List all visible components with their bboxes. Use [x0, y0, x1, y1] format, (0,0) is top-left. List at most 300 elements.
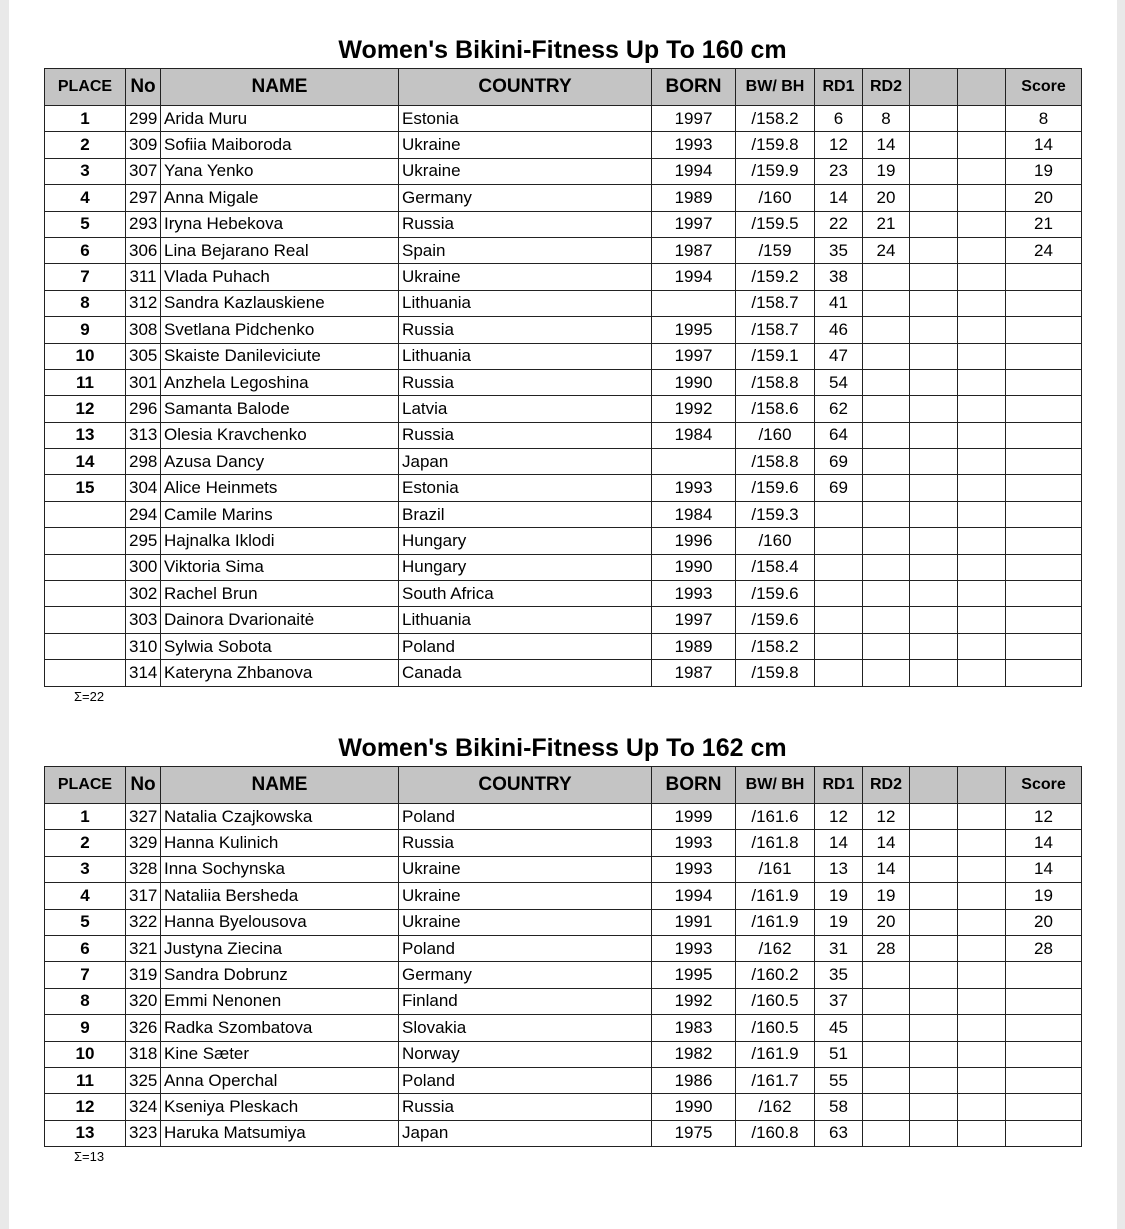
- place-cell: 13: [45, 1120, 126, 1146]
- blank-cell: [910, 106, 958, 132]
- rd1-cell: [815, 633, 863, 659]
- place-cell: 7: [45, 962, 126, 988]
- col-header-rd2: RD2: [863, 69, 910, 106]
- score-cell: 19: [1006, 883, 1082, 909]
- name-cell: Vlada Puhach: [161, 264, 399, 290]
- score-cell: 28: [1006, 935, 1082, 961]
- rd1-cell: 22: [815, 211, 863, 237]
- blank-cell: [910, 449, 958, 475]
- table-row: [45, 449, 1082, 475]
- country-cell: Russia: [399, 317, 652, 343]
- name-cell: Hajnalka Iklodi: [161, 528, 399, 554]
- blank-cell: [910, 396, 958, 422]
- col-header-rd2: RD2: [863, 767, 910, 804]
- rd2-cell: 8: [863, 106, 910, 132]
- name-cell: Sandra Kazlauskiene: [161, 290, 399, 316]
- born-cell: 1983: [652, 1015, 736, 1041]
- rd1-cell: [815, 501, 863, 527]
- table-row: [45, 1015, 1082, 1041]
- country-cell: Germany: [399, 962, 652, 988]
- rd1-cell: 69: [815, 475, 863, 501]
- bw-bh-cell: /161: [736, 856, 815, 882]
- place-cell: [45, 501, 126, 527]
- score-cell: [1006, 290, 1082, 316]
- name-cell: Anna Operchal: [161, 1067, 399, 1093]
- name-cell: Skaiste Danileviciute: [161, 343, 399, 369]
- table-row: [45, 1067, 1082, 1093]
- bw-bh-cell: /158.4: [736, 554, 815, 580]
- rd2-cell: [863, 343, 910, 369]
- blank-cell: [910, 909, 958, 935]
- place-cell: 6: [45, 237, 126, 263]
- rd2-cell: [863, 264, 910, 290]
- country-cell: Poland: [399, 633, 652, 659]
- score-cell: 20: [1006, 185, 1082, 211]
- competitor-count: Σ=22: [74, 688, 105, 704]
- blank-cell: [910, 185, 958, 211]
- rd2-cell: 14: [863, 830, 910, 856]
- born-cell: 1995: [652, 962, 736, 988]
- blank-cell: [910, 1120, 958, 1146]
- country-cell: Ukraine: [399, 132, 652, 158]
- rd1-cell: 14: [815, 185, 863, 211]
- place-cell: 10: [45, 1041, 126, 1067]
- table-row: [45, 211, 1082, 237]
- number-cell: 323: [126, 1120, 161, 1146]
- place-cell: 6: [45, 935, 126, 961]
- name-cell: Nataliia Bersheda: [161, 883, 399, 909]
- score-cell: [1006, 1094, 1082, 1120]
- blank-cell: [958, 988, 1006, 1014]
- number-cell: 312: [126, 290, 161, 316]
- table-row: [45, 856, 1082, 882]
- place-cell: 11: [45, 1067, 126, 1093]
- rd1-cell: 64: [815, 422, 863, 448]
- place-cell: [45, 581, 126, 607]
- bw-bh-cell: /159.1: [736, 343, 815, 369]
- name-cell: Olesia Kravchenko: [161, 422, 399, 448]
- place-cell: 9: [45, 1015, 126, 1041]
- place-cell: 2: [45, 132, 126, 158]
- rd2-cell: 19: [863, 883, 910, 909]
- bw-bh-cell: /160.8: [736, 1120, 815, 1146]
- rd2-cell: [863, 1041, 910, 1067]
- place-cell: 5: [45, 909, 126, 935]
- blank-cell: [958, 607, 1006, 633]
- bw-bh-cell: /160: [736, 528, 815, 554]
- country-cell: Finland: [399, 988, 652, 1014]
- country-cell: Ukraine: [399, 264, 652, 290]
- blank-cell: [910, 581, 958, 607]
- blank-cell: [958, 1041, 1006, 1067]
- name-cell: Viktoria Sima: [161, 554, 399, 580]
- bw-bh-cell: /159.8: [736, 660, 815, 686]
- blank-cell: [910, 554, 958, 580]
- born-cell: 1987: [652, 660, 736, 686]
- table-row: [45, 804, 1082, 830]
- score-cell: [1006, 264, 1082, 290]
- bw-bh-cell: /159.6: [736, 607, 815, 633]
- country-cell: Brazil: [399, 501, 652, 527]
- bw-bh-cell: /160.2: [736, 962, 815, 988]
- born-cell: 1997: [652, 106, 736, 132]
- blank-cell: [910, 804, 958, 830]
- name-cell: Kateryna Zhbanova: [161, 660, 399, 686]
- col-header-place: PLACE: [45, 767, 126, 804]
- score-cell: [1006, 369, 1082, 395]
- rd1-cell: 37: [815, 988, 863, 1014]
- table-row: [45, 1120, 1082, 1146]
- name-cell: Anzhela Legoshina: [161, 369, 399, 395]
- place-cell: [45, 528, 126, 554]
- blank-cell: [958, 449, 1006, 475]
- table-row: [45, 317, 1082, 343]
- blank-cell: [958, 396, 1006, 422]
- rd2-cell: [863, 1120, 910, 1146]
- blank-cell: [910, 1015, 958, 1041]
- table-row: [45, 830, 1082, 856]
- header-row: [45, 767, 1082, 804]
- score-cell: 14: [1006, 856, 1082, 882]
- score-cell: [1006, 528, 1082, 554]
- name-cell: Radka Szombatova: [161, 1015, 399, 1041]
- bw-bh-cell: /160.5: [736, 1015, 815, 1041]
- table-row: [45, 883, 1082, 909]
- col-header-place: PLACE: [45, 69, 126, 106]
- blank-cell: [910, 660, 958, 686]
- born-cell: 1993: [652, 475, 736, 501]
- rd1-cell: 47: [815, 343, 863, 369]
- bw-bh-cell: /162: [736, 1094, 815, 1120]
- place-cell: 8: [45, 290, 126, 316]
- bw-bh-cell: /158.8: [736, 449, 815, 475]
- name-cell: Haruka Matsumiya: [161, 1120, 399, 1146]
- col-header-rd1: RD1: [815, 767, 863, 804]
- country-cell: Japan: [399, 449, 652, 475]
- blank-cell: [958, 804, 1006, 830]
- table-row: [45, 185, 1082, 211]
- born-cell: 1993: [652, 132, 736, 158]
- bw-bh-cell: /161.9: [736, 883, 815, 909]
- rd2-cell: 21: [863, 211, 910, 237]
- table-row: [45, 369, 1082, 395]
- country-cell: Germany: [399, 185, 652, 211]
- country-cell: Russia: [399, 211, 652, 237]
- blank-cell: [958, 475, 1006, 501]
- place-cell: 12: [45, 1094, 126, 1120]
- country-cell: Hungary: [399, 554, 652, 580]
- name-cell: Rachel Brun: [161, 581, 399, 607]
- blank-cell: [910, 264, 958, 290]
- number-cell: 302: [126, 581, 161, 607]
- results-table: [44, 68, 1082, 687]
- table-body: [45, 106, 1082, 687]
- number-cell: 303: [126, 607, 161, 633]
- blank-cell: [958, 106, 1006, 132]
- born-cell: 1997: [652, 211, 736, 237]
- number-cell: 306: [126, 237, 161, 263]
- blank-cell: [910, 290, 958, 316]
- header-row: [45, 69, 1082, 106]
- rd1-cell: [815, 581, 863, 607]
- born-cell: 1994: [652, 158, 736, 184]
- rd2-cell: [863, 962, 910, 988]
- score-cell: [1006, 317, 1082, 343]
- section-title: Women's Bikini-Fitness Up To 162 cm: [338, 734, 787, 762]
- number-cell: 317: [126, 883, 161, 909]
- rd1-cell: 19: [815, 883, 863, 909]
- country-cell: Lithuania: [399, 607, 652, 633]
- born-cell: 1982: [652, 1041, 736, 1067]
- bw-bh-cell: /161.9: [736, 909, 815, 935]
- score-cell: [1006, 607, 1082, 633]
- born-cell: 1994: [652, 264, 736, 290]
- score-cell: 14: [1006, 132, 1082, 158]
- number-cell: 301: [126, 369, 161, 395]
- born-cell: 1993: [652, 935, 736, 961]
- table-row: [45, 1094, 1082, 1120]
- rd1-cell: [815, 554, 863, 580]
- born-cell: 1991: [652, 909, 736, 935]
- number-cell: 299: [126, 106, 161, 132]
- rd2-cell: [863, 988, 910, 1014]
- blank-cell: [958, 856, 1006, 882]
- born-cell: 1990: [652, 369, 736, 395]
- section-title: Women's Bikini-Fitness Up To 160 cm: [338, 36, 787, 64]
- country-cell: Latvia: [399, 396, 652, 422]
- table-row: [45, 607, 1082, 633]
- rd2-cell: [863, 581, 910, 607]
- name-cell: Hanna Byelousova: [161, 909, 399, 935]
- place-cell: 11: [45, 369, 126, 395]
- born-cell: 1989: [652, 185, 736, 211]
- number-cell: 324: [126, 1094, 161, 1120]
- born-cell: 1986: [652, 1067, 736, 1093]
- bw-bh-cell: /159.6: [736, 581, 815, 607]
- score-cell: [1006, 343, 1082, 369]
- col-header-no: No: [126, 69, 161, 106]
- number-cell: 314: [126, 660, 161, 686]
- bw-bh-cell: /162: [736, 935, 815, 961]
- blank-cell: [910, 988, 958, 1014]
- rd2-cell: 28: [863, 935, 910, 961]
- name-cell: Svetlana Pidchenko: [161, 317, 399, 343]
- rd1-cell: 13: [815, 856, 863, 882]
- blank-cell: [910, 317, 958, 343]
- blank-cell: [958, 211, 1006, 237]
- rd2-cell: 24: [863, 237, 910, 263]
- blank-cell: [910, 607, 958, 633]
- rd2-cell: [863, 1067, 910, 1093]
- table-row: [45, 909, 1082, 935]
- place-cell: 1: [45, 106, 126, 132]
- born-cell: 1999: [652, 804, 736, 830]
- country-cell: Hungary: [399, 528, 652, 554]
- blank-cell: [958, 290, 1006, 316]
- place-cell: 2: [45, 830, 126, 856]
- blank-cell: [958, 660, 1006, 686]
- number-cell: 307: [126, 158, 161, 184]
- country-cell: Russia: [399, 830, 652, 856]
- table-row: [45, 290, 1082, 316]
- born-cell: 1996: [652, 528, 736, 554]
- blank-cell: [910, 856, 958, 882]
- name-cell: Yana Yenko: [161, 158, 399, 184]
- rd1-cell: 45: [815, 1015, 863, 1041]
- number-cell: 308: [126, 317, 161, 343]
- table-row: [45, 935, 1082, 961]
- table-row: [45, 528, 1082, 554]
- rd1-cell: 35: [815, 237, 863, 263]
- name-cell: Justyna Ziecina: [161, 935, 399, 961]
- number-cell: 298: [126, 449, 161, 475]
- blank-cell: [958, 1120, 1006, 1146]
- rd1-cell: 38: [815, 264, 863, 290]
- table-row: [45, 264, 1082, 290]
- score-cell: [1006, 449, 1082, 475]
- born-cell: 1992: [652, 988, 736, 1014]
- bw-bh-cell: /159.5: [736, 211, 815, 237]
- rd1-cell: 58: [815, 1094, 863, 1120]
- rd2-cell: 14: [863, 132, 910, 158]
- table-row: [45, 633, 1082, 659]
- number-cell: 328: [126, 856, 161, 882]
- blank-cell: [958, 1067, 1006, 1093]
- score-cell: [1006, 475, 1082, 501]
- rd2-cell: 20: [863, 909, 910, 935]
- col-header-name: NAME: [161, 69, 399, 106]
- rd1-cell: 46: [815, 317, 863, 343]
- blank-cell: [958, 830, 1006, 856]
- born-cell: 1995: [652, 317, 736, 343]
- rd2-cell: [863, 501, 910, 527]
- table-row: [45, 343, 1082, 369]
- blank-cell: [958, 237, 1006, 263]
- blank-cell: [958, 132, 1006, 158]
- number-cell: 321: [126, 935, 161, 961]
- score-cell: 20: [1006, 909, 1082, 935]
- blank-cell: [910, 237, 958, 263]
- table-row: [45, 396, 1082, 422]
- col-header-country: COUNTRY: [399, 69, 652, 106]
- born-cell: 1987: [652, 237, 736, 263]
- score-cell: 14: [1006, 830, 1082, 856]
- blank-cell: [910, 343, 958, 369]
- blank-cell: [910, 633, 958, 659]
- blank-cell: [910, 422, 958, 448]
- country-cell: Ukraine: [399, 883, 652, 909]
- born-cell: 1975: [652, 1120, 736, 1146]
- table-body: [45, 804, 1082, 1147]
- bw-bh-cell: /161.6: [736, 804, 815, 830]
- blank-cell: [958, 581, 1006, 607]
- col-header-bw-bh: BW/ BH: [736, 69, 815, 106]
- score-cell: 21: [1006, 211, 1082, 237]
- score-cell: 8: [1006, 106, 1082, 132]
- rd1-cell: 69: [815, 449, 863, 475]
- bw-bh-cell: /159.8: [736, 132, 815, 158]
- blank-cell: [958, 935, 1006, 961]
- bw-bh-cell: /159.9: [736, 158, 815, 184]
- country-cell: Japan: [399, 1120, 652, 1146]
- name-cell: Sandra Dobrunz: [161, 962, 399, 988]
- blank-cell: [910, 962, 958, 988]
- rd2-cell: [863, 290, 910, 316]
- bw-bh-cell: /158.2: [736, 106, 815, 132]
- rd2-cell: [863, 449, 910, 475]
- score-cell: [1006, 660, 1082, 686]
- number-cell: 322: [126, 909, 161, 935]
- blank-cell: [958, 343, 1006, 369]
- name-cell: Lina Bejarano Real: [161, 237, 399, 263]
- col-header-blank: [910, 69, 958, 106]
- number-cell: 295: [126, 528, 161, 554]
- place-cell: [45, 554, 126, 580]
- table-row: [45, 422, 1082, 448]
- number-cell: 309: [126, 132, 161, 158]
- number-cell: 318: [126, 1041, 161, 1067]
- blank-cell: [910, 528, 958, 554]
- blank-cell: [910, 158, 958, 184]
- score-cell: [1006, 1041, 1082, 1067]
- col-header-no: No: [126, 767, 161, 804]
- blank-cell: [910, 501, 958, 527]
- table-row: [45, 962, 1082, 988]
- bw-bh-cell: /158.7: [736, 290, 815, 316]
- bw-bh-cell: /158.8: [736, 369, 815, 395]
- rd1-cell: 14: [815, 830, 863, 856]
- place-cell: 4: [45, 185, 126, 211]
- number-cell: 297: [126, 185, 161, 211]
- rd2-cell: [863, 633, 910, 659]
- bw-bh-cell: /160: [736, 185, 815, 211]
- col-header-name: NAME: [161, 767, 399, 804]
- rd2-cell: [863, 607, 910, 633]
- country-cell: Poland: [399, 935, 652, 961]
- score-cell: [1006, 1067, 1082, 1093]
- number-cell: 293: [126, 211, 161, 237]
- place-cell: 7: [45, 264, 126, 290]
- bw-bh-cell: /161.9: [736, 1041, 815, 1067]
- country-cell: Ukraine: [399, 856, 652, 882]
- results-table: [44, 766, 1082, 1147]
- place-cell: 14: [45, 449, 126, 475]
- born-cell: 1997: [652, 607, 736, 633]
- born-cell: 1992: [652, 396, 736, 422]
- name-cell: Samanta Balode: [161, 396, 399, 422]
- place-cell: 1: [45, 804, 126, 830]
- place-cell: 8: [45, 988, 126, 1014]
- rd1-cell: [815, 660, 863, 686]
- blank-cell: [958, 317, 1006, 343]
- bw-bh-cell: /159: [736, 237, 815, 263]
- number-cell: 325: [126, 1067, 161, 1093]
- name-cell: Natalia Czajkowska: [161, 804, 399, 830]
- bw-bh-cell: /158.2: [736, 633, 815, 659]
- number-cell: 319: [126, 962, 161, 988]
- col-header-blank: [958, 69, 1006, 106]
- rd2-cell: 20: [863, 185, 910, 211]
- country-cell: Russia: [399, 369, 652, 395]
- table-row: [45, 501, 1082, 527]
- country-cell: Estonia: [399, 475, 652, 501]
- rd2-cell: [863, 554, 910, 580]
- rd1-cell: 35: [815, 962, 863, 988]
- place-cell: 10: [45, 343, 126, 369]
- bw-bh-cell: /159.2: [736, 264, 815, 290]
- rd2-cell: [863, 528, 910, 554]
- name-cell: Sylwia Sobota: [161, 633, 399, 659]
